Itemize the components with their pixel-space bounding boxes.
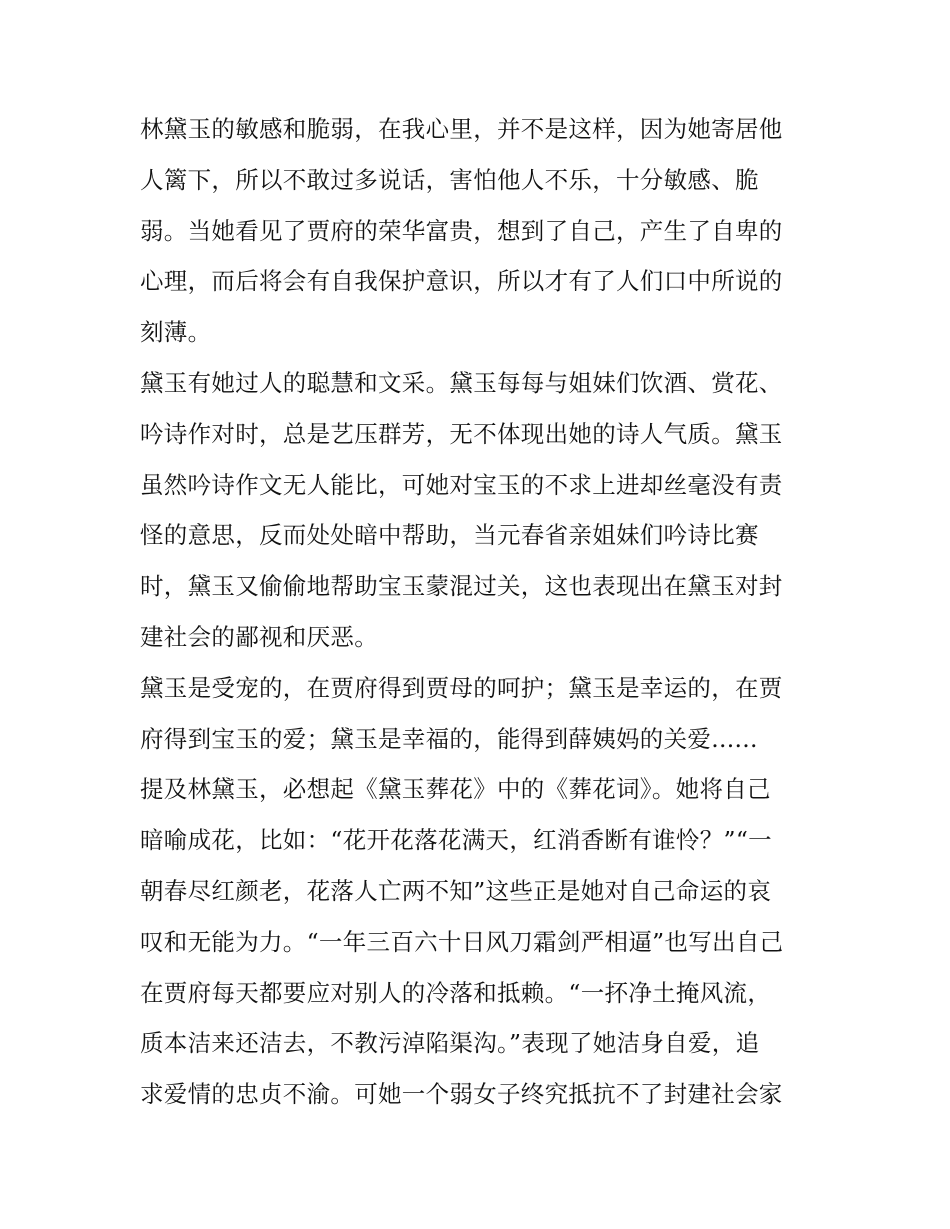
text-line: 吟诗作对时，总是艺压群芳，无不体现出她的诗人气质。黛玉 [140,419,783,448]
text-line: 叹和无能为力。“一年三百六十日风刀霜剑严相逼”也写出自己 [140,927,784,956]
text-line: 人篱下，所以不敢过多说话，害怕他人不乐，十分敏感、脆 [140,165,759,194]
text-line: 怪的意思，反而处处暗中帮助，当元春省亲姐妹们吟诗比赛 [140,521,759,550]
document-body [140,104,820,1120]
text-line: 建社会的鄙视和厌恶。 [140,622,378,651]
text-line: 暗喻成花，比如：“花开花落花满天，红消香断有谁怜？”“一 [140,826,772,855]
text-line: 府得到宝玉的爱；黛玉是幸福的，能得到薛姨妈的关爱...... [140,724,758,753]
text-line: 求爱情的忠贞不渝。可她一个弱女子终究抵抗不了封建社会家 [140,1080,783,1109]
text-line: 弱。当她看见了贾府的荣华富贵，想到了自己，产生了自卑的 [140,216,783,245]
text-line: 刻薄。 [140,318,212,347]
text-line: 虽然吟诗作文无人能比，可她对宝玉的不求上进却丝毫没有责 [140,470,783,499]
text-line: 黛玉是受宠的，在贾府得到贾母的呵护；黛玉是幸运的，在贾 [140,673,783,702]
text-line: 在贾府每天都要应对别人的冷落和抵赖。“一抔净土掩风流， [140,978,772,1007]
text-line: 时，黛玉又偷偷地帮助宝玉蒙混过关，这也表现出在黛玉对封 [140,572,783,601]
text-line: 林黛玉的敏感和脆弱，在我心里，并不是这样，因为她寄居他 [140,115,783,143]
text-line: 质本洁来还洁去，不教污淖陷渠沟。”表现了她洁身自爱，追 [140,1029,760,1058]
text-line: 提及林黛玉，必想起《黛玉葬花》中的《葬花词》。她将自己 [140,775,771,804]
text-line: 心理，而后将会有自我保护意识，所以才有了人们口中所说的 [140,267,783,296]
text-line: 黛玉有她过人的聪慧和文采。黛玉每每与姐妹们饮酒、赏花、 [140,368,783,397]
text-line: 朝春尽红颜老，花落人亡两不知”这些正是她对自己命运的哀 [140,876,772,905]
